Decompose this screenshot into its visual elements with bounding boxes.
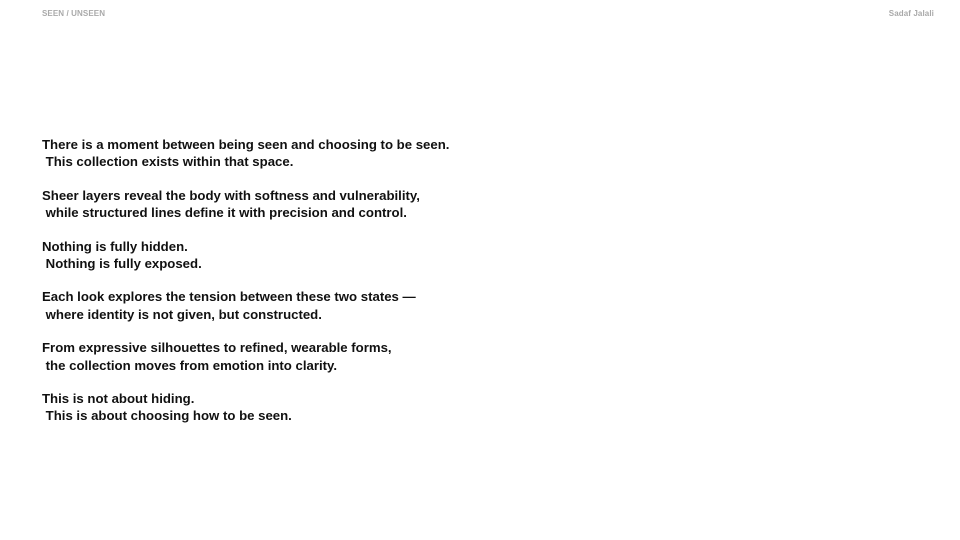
collection-title: SEEN / UNSEEN xyxy=(42,9,106,18)
statement-line: From expressive silhouettes to refined, wearable forms, xyxy=(42,340,392,356)
statement-line: This is not about hiding. xyxy=(42,391,195,407)
statement-paragraph xyxy=(42,136,742,171)
statement-line: Nothing is fully hidden. xyxy=(42,238,188,254)
statement-paragraph xyxy=(42,339,742,374)
designer-name: Sadaf Jalali xyxy=(888,9,934,18)
statement-line: There is a moment between being seen and choosing to be seen. xyxy=(42,137,450,152)
statement-line: This is about choosing how to be seen. xyxy=(42,408,292,424)
statement-paragraph xyxy=(42,288,742,323)
statement-line: Sheer layers reveal the body with softness and vulnerability, xyxy=(42,187,420,203)
statement-line: while structured lines define it with precision and control. xyxy=(42,205,407,221)
statement-line: This collection exists within that space. xyxy=(42,154,294,170)
statement-paragraph xyxy=(42,187,742,222)
statement-line: the collection moves from emotion into clarity. xyxy=(42,357,338,373)
statement-paragraph xyxy=(42,390,742,425)
statement-line: Each look explores the tension between these two states — xyxy=(42,289,416,305)
collection-statement xyxy=(42,136,742,441)
statement-line: where identity is not given, but constructed. xyxy=(42,306,322,322)
statement-line: Nothing is fully exposed. xyxy=(42,256,202,272)
statement-paragraph xyxy=(42,238,742,273)
